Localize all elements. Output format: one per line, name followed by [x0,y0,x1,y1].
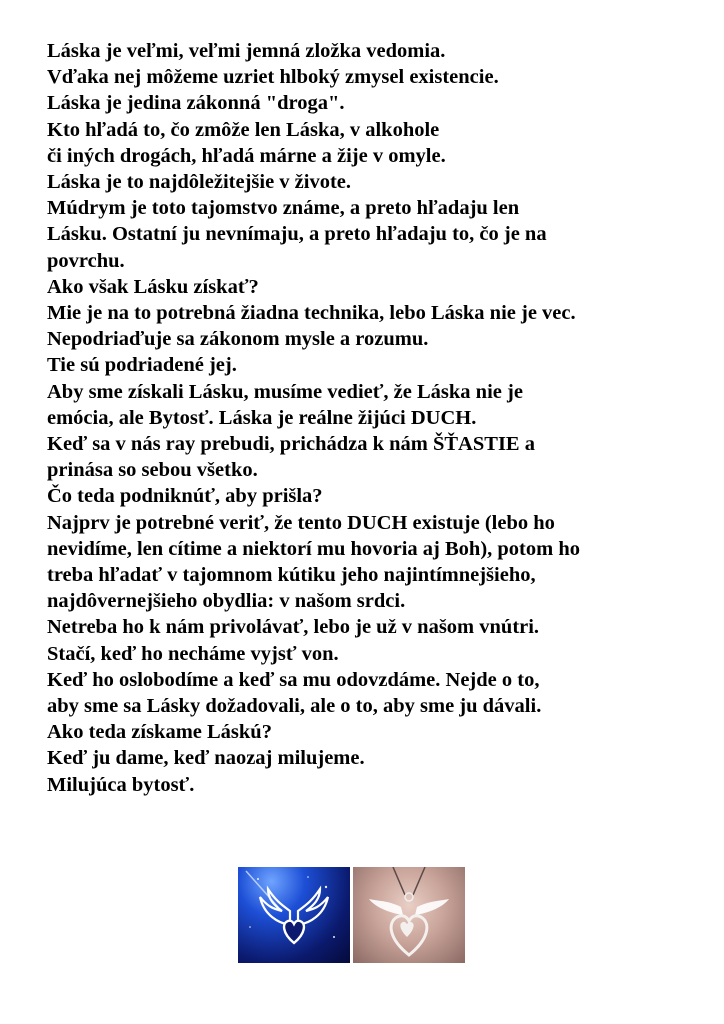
text-line: Láska je veľmi, veľmi jemná zložka vedomia. [47,40,446,62]
text-line: povrchu. [47,249,125,272]
text-line: Aby sme získali Lásku, musíme vedieť, že Láska nie je [47,380,523,403]
text-line: Múdrym je toto tajomstvo známe, a preto hľadaju len [47,197,520,220]
text-line: Netreba ho k nám privolávať, lebo je už v našom vnútri. [47,616,540,639]
winged-heart-icon [238,867,350,963]
text-line: Lásku. Ostatní ju nevnímaju, a preto hľadaju to, čo je na [47,223,547,246]
text-line: Láska je jedina zákonná "droga". [47,92,345,115]
text-line: nevidíme, len cítime a niektorí mu hovoria aj Boh), potom ho [47,537,580,560]
text-line: Kto hľadá to, čo zmôže len Láska, v alkohole [47,118,440,141]
text-line: či iných drogách, hľadá márne a žije v omyle. [47,144,446,167]
text-line: Ako teda získame Láskú? [47,721,272,744]
heart-pendant-icon [353,867,465,963]
text-line: Najprv je potrebné veriť, že tento DUCH existuje (lebo ho [47,511,555,534]
text-line: najdôvernejšieho obydlia: v našom srdci. [47,590,406,613]
text-line: emócia, ale Bytosť. Láska je reálne žijúci DUCH. [47,406,477,429]
text-line: Keď sa v nás ray prebudi, prichádza k nám ŠŤASTIE a [47,433,535,456]
text-line: Stačí, keď ho necháme vyjsť von. [47,642,339,665]
text-line: Nepodriaďuje sa zákonom mysle a rozumu. [47,328,429,351]
winged-heart-image [238,867,350,963]
text-line: aby sme sa Lásky dožadovali, ale o to, aby sme ju dávali. [47,695,542,718]
text-line: Keď ju dame, keď naozaj milujeme. [47,747,365,770]
text-line: Vďaka nej môžeme uzriet hlboký zmysel existencie. [47,66,499,89]
text-line: prinása so sebou všetko. [47,459,258,482]
text-line: Keď ho oslobodíme a keď sa mu odovzdáme. Nejde o to, [47,668,540,691]
text-line: Láska je to najdôležitejšie v živote. [47,171,352,194]
text-line: Milujúca bytosť. [47,773,195,796]
heart-pendant-image [353,867,465,963]
text-line: treba hľadať v tajomnom kútiku jeho najintímnejšieho, [47,564,536,587]
text-line: Tie sú podriadené jej. [47,354,237,377]
text-line: Ako však Lásku získať? [47,275,259,298]
poem-text [47,38,707,798]
image-row [238,867,465,963]
text-line: Čo teda podniknúť, aby prišla? [47,485,323,508]
text-line: Mie je na to potrebná žiadna technika, lebo Láska nie je vec. [47,302,576,325]
